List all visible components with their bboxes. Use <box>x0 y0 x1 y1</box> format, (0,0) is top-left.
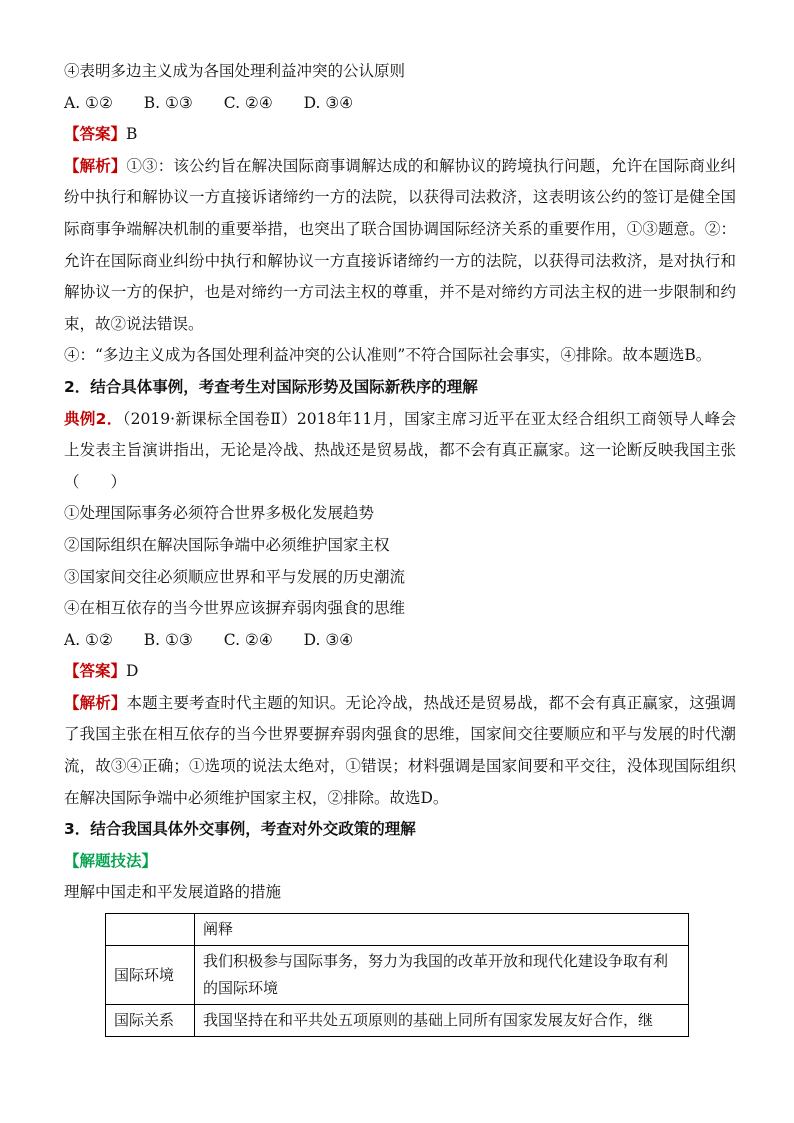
measures-table <box>105 913 689 1037</box>
table-row <box>106 1005 689 1037</box>
q1-choice-a: A. ①② <box>64 93 113 112</box>
example-2-option-3: ③国家间交往必须顺应世界和平与发展的历史潮流 <box>64 567 406 586</box>
ex2-choice-c: C. ②④ <box>223 630 273 649</box>
analysis-tag: 【解析】 <box>64 156 127 175</box>
technique-tag: 【解题技法】 <box>64 851 158 870</box>
analysis-text: 本题主要考查时代主题的知识。无论冷战，热战还是贸易战，都不会有真正赢家，这强调了我国主张在相互依存的当今世界要摒弃弱肉强食的思维，国家间交往要顺应和平与发展的时代潮流，故③④正确；①选项的说法太绝对，①错误；材料强调是国家间要和平交往，没体现国际组织在解决国际争端中必须维护国家主权，②排除。故选D。 <box>64 693 736 807</box>
q1-option-4: ④表明多边主义成为各国处理利益冲突的公认原则 <box>64 62 406 80</box>
q1-analysis-2: ④：“多边主义成为各国处理利益冲突的公认准则”不符合国际社会事实，④排除。故本题选B。 <box>64 346 712 365</box>
ex2-choice-a: A. ①② <box>64 630 113 649</box>
analysis-tag: 【解析】 <box>64 693 127 712</box>
table-row-label: 国际关系 <box>106 1005 195 1037</box>
ex2-choice-b: B. ①③ <box>143 630 193 649</box>
q1-analysis <box>64 151 736 341</box>
table-row-text: 我们积极参与国际事务，努力为我国的改革开放和现代化建设争取有利的国际环境 <box>195 946 689 1005</box>
table-caption: 理解中国走和平发展道路的措施 <box>64 883 282 902</box>
example-2-option-4: ④在相互依存的当今世界应该摒弃弱肉强食的思维 <box>64 599 406 618</box>
q1-choice-d: D. ③④ <box>303 93 354 112</box>
example-2-option-1: ①处理国际事务必须符合世界多极化发展趋势 <box>64 504 375 523</box>
example-2-option-2: ②国际组织在解决国际争端中必须维护国家主权 <box>64 535 390 554</box>
answer-value: D <box>126 662 139 681</box>
table-row-text: 我国坚持在和平共处五项原则的基础上同所有国家发展友好合作，继 <box>195 1005 689 1037</box>
example-2-choices <box>64 625 736 657</box>
q1-choice-b: B. ①③ <box>143 93 193 112</box>
q1-choice-c: C. ②④ <box>223 93 273 112</box>
example-stem-text: （2019·新课标全国卷Ⅱ）2018年11月，国家主席习近平在亚太经合组织工商领导人峰会上发表主旨演讲指出，无论是冷战、热战还是贸易战，都不会有真正赢家。这一论断反映我国主张（ ） <box>64 409 736 491</box>
analysis-text: ①③：该公约旨在解决国际商事调解达成的和解协议的跨境执行问题，允许在国际商业纠纷中执行和解协议一方直接诉诸缔约一方的法院，以获得司法救济，这表明该公约的签订是健全国际商事争端解决机制的重要举措，也突出了联合国协调国际经济关系的重要作用，①③题意。②：允许在国际商业纠纷中执行和解协议一方直接诉诸缔约一方的法院，以获得司法救济，是对执行和解协议一方的保护，也是对缔约一方司法主权的尊重，并不是对缔约方司法主权的进一步限制和约束，故②说法错误。 <box>64 156 736 333</box>
answer-tag: 【答案】 <box>64 125 127 144</box>
table-header-cell-1 <box>106 914 195 946</box>
example-2-analysis <box>64 688 736 814</box>
section-3-heading: 3．结合我国具体外交事例，考查对外交政策的理解 <box>64 820 416 839</box>
ex2-choice-d: D. ③④ <box>303 630 354 649</box>
q1-answer <box>64 119 736 151</box>
answer-tag: 【答案】 <box>64 662 127 681</box>
q1-choices <box>64 88 736 120</box>
example-2-answer <box>64 656 736 688</box>
table-header-row <box>106 914 689 946</box>
example-tag: 典例2． <box>64 409 123 428</box>
answer-value: B <box>126 125 138 144</box>
example-2-stem <box>64 404 736 499</box>
section-2-heading: 2．结合具体事例，考查考生对国际形势及国际新秩序的理解 <box>64 377 478 396</box>
table-header-cell-2: 阐释 <box>195 914 689 946</box>
document-page <box>64 56 736 1037</box>
table-row-label: 国际环境 <box>106 946 195 1005</box>
table-row <box>106 946 689 1005</box>
